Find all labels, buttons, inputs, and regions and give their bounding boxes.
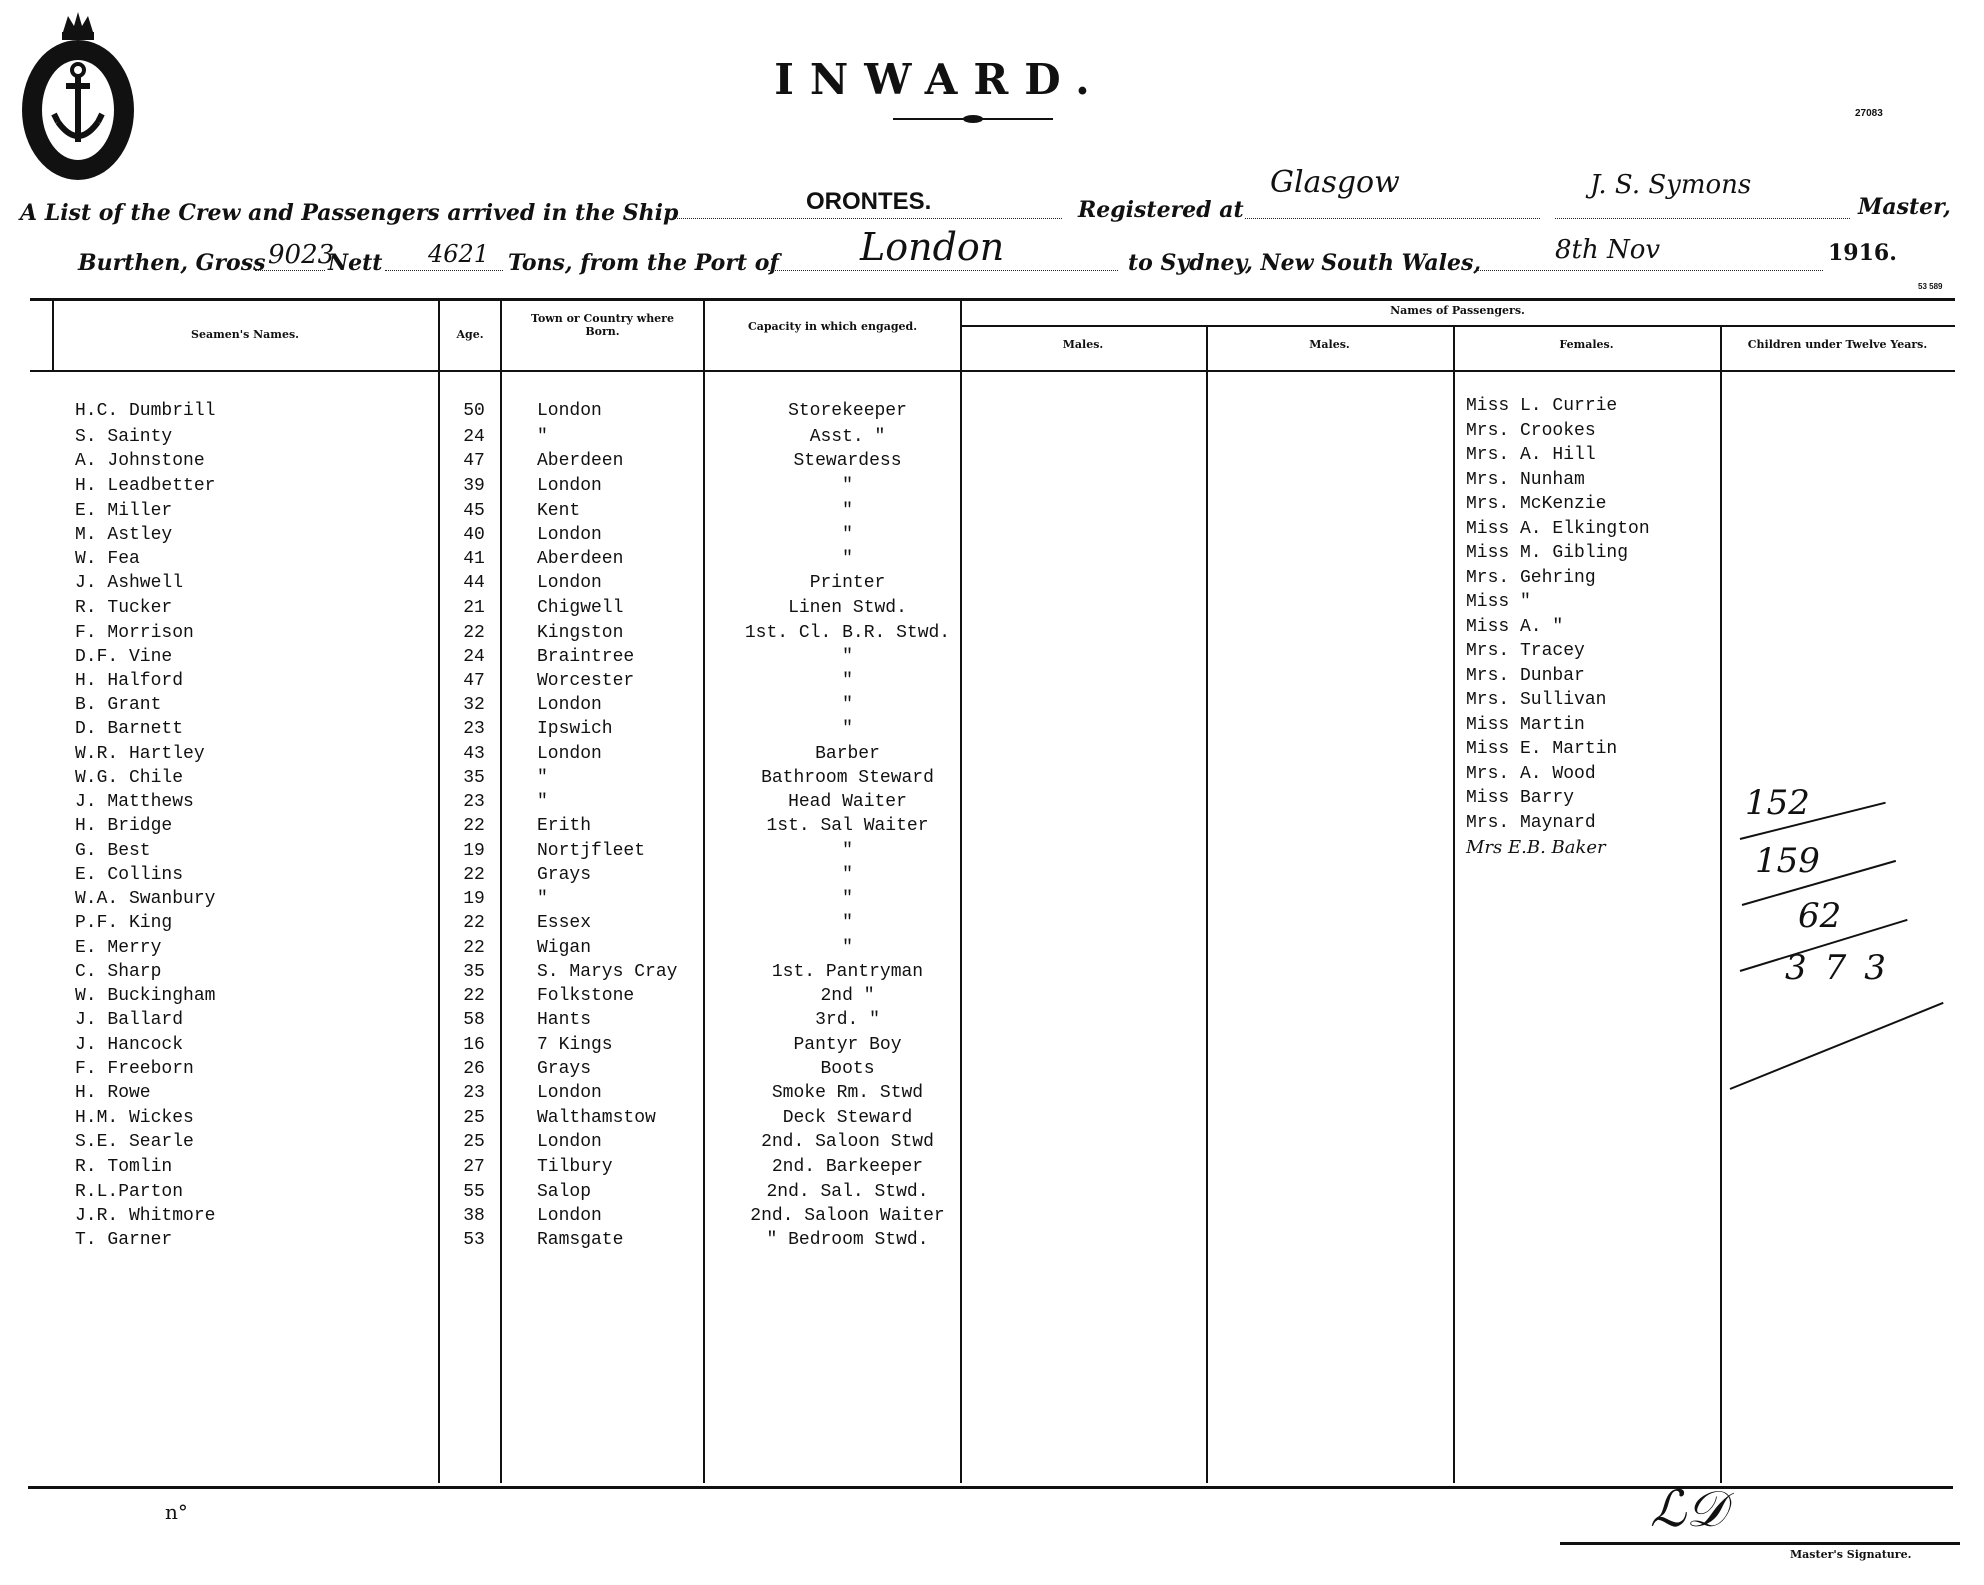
seaman-name: B. Grant: [75, 695, 162, 715]
port-fill: [768, 270, 1118, 271]
seaman-age: 24: [463, 427, 485, 447]
seaman-capacity: Linen Stwd.: [788, 598, 907, 618]
seaman-name: R.L.Parton: [75, 1182, 184, 1202]
female-passenger-name: Mrs E.B. Baker: [1466, 837, 1606, 858]
seaman-capacity: ": [842, 913, 853, 933]
nett-value: 4621: [428, 240, 490, 268]
ship-name: ORONTES.: [806, 188, 932, 215]
crew-passenger-table: [30, 298, 1955, 1483]
seaman-capacity: 2nd. Saloon Stwd: [761, 1132, 934, 1152]
seaman-name: J. Ashwell: [75, 573, 184, 593]
seaman-birthplace: Kent: [537, 501, 581, 521]
seaman-birthplace: Braintree: [537, 647, 635, 667]
col-age: Age.: [456, 328, 484, 341]
seaman-capacity: Storekeeper: [788, 401, 907, 421]
seaman-birthplace: Erith: [537, 816, 592, 836]
seaman-capacity: Head Waiter: [788, 792, 907, 812]
seaman-capacity: ": [842, 865, 853, 885]
seaman-age: 38: [463, 1206, 485, 1226]
female-passenger-name: Miss Barry: [1466, 788, 1575, 808]
seaman-capacity: Asst. ": [809, 427, 886, 447]
date-fill: [1478, 270, 1823, 271]
master-label: Master,: [1858, 194, 1951, 220]
tally-total: 373: [1785, 948, 1904, 988]
page-title: INWARD.: [774, 55, 1106, 104]
tally-line-3: 62: [1798, 896, 1842, 936]
seaman-birthplace: ": [537, 889, 548, 909]
seaman-capacity: ": [842, 476, 853, 496]
seaman-age: 32: [463, 695, 485, 715]
seaman-birthplace: ": [537, 768, 548, 788]
col-males-2: Males.: [1309, 338, 1350, 351]
seaman-name: T. Garner: [75, 1230, 173, 1250]
seaman-name: W. Fea: [75, 549, 140, 569]
ship-name-fill: [672, 218, 1062, 219]
seaman-birthplace: ": [537, 792, 548, 812]
seaman-birthplace: Grays: [537, 865, 592, 885]
seaman-name: J.R. Whitmore: [75, 1206, 216, 1226]
seaman-age: 35: [463, 962, 485, 982]
seaman-age: 22: [463, 865, 485, 885]
seaman-capacity: Barber: [815, 744, 880, 764]
seaman-name: H.M. Wickes: [75, 1108, 194, 1128]
seaman-capacity: ": [842, 938, 853, 958]
seaman-name: J. Matthews: [75, 792, 194, 812]
seaman-birthplace: Kingston: [537, 623, 624, 643]
seaman-age: 43: [463, 744, 485, 764]
seaman-name: R. Tucker: [75, 598, 173, 618]
seaman-name: E. Collins: [75, 865, 184, 885]
seaman-name: J. Ballard: [75, 1010, 184, 1030]
seaman-age: 45: [463, 501, 485, 521]
seaman-birthplace: London: [537, 1206, 602, 1226]
seaman-birthplace: Wigan: [537, 938, 592, 958]
seaman-capacity: ": [842, 671, 853, 691]
female-passenger-name: Mrs. Gehring: [1466, 567, 1596, 588]
seaman-age: 47: [463, 451, 485, 471]
seaman-name: J. Hancock: [75, 1035, 184, 1055]
female-passenger-name: Miss ": [1466, 592, 1531, 612]
seaman-capacity: 3rd. ": [815, 1010, 880, 1030]
seaman-capacity: ": [842, 525, 853, 545]
seaman-capacity: " Bedroom Stwd.: [766, 1230, 929, 1250]
seaman-birthplace: Grays: [537, 1059, 592, 1079]
master-signature: ℒ𝒟: [1650, 1480, 1726, 1538]
col-seamens-names: Seamen's Names.: [191, 328, 299, 341]
signature-line: [1560, 1542, 1960, 1545]
seaman-capacity: Boots: [820, 1059, 875, 1079]
seaman-name: A. Johnstone: [75, 451, 205, 471]
seaman-name: G. Best: [75, 841, 151, 861]
seaman-capacity: 2nd. Barkeeper: [771, 1157, 924, 1177]
seaman-name: S. Sainty: [75, 427, 173, 447]
signature-label: Master's Signature.: [1790, 1548, 1912, 1561]
female-passenger-name: Mrs. McKenzie: [1466, 494, 1607, 514]
corner-mark: n°: [165, 1500, 188, 1524]
seaman-birthplace: Worcester: [537, 671, 635, 691]
seaman-age: 27: [463, 1157, 485, 1177]
gross-fill: [255, 270, 325, 271]
master-name: J. S. Symons: [1590, 170, 1752, 200]
seaman-capacity: ": [842, 549, 853, 569]
seaman-birthplace: Hants: [537, 1010, 592, 1030]
form-code-2: 53 589: [1918, 282, 1943, 291]
seaman-name: H. Bridge: [75, 816, 173, 836]
female-passenger-name: Miss L. Currie: [1466, 396, 1618, 416]
seaman-capacity: ": [842, 647, 853, 667]
nett-fill: [385, 270, 503, 271]
seaman-name: D. Barnett: [75, 719, 184, 739]
seaman-birthplace: Essex: [537, 913, 592, 933]
seaman-capacity: Smoke Rm. Stwd: [771, 1083, 924, 1103]
seaman-age: 58: [463, 1010, 485, 1030]
arrival-year: 1916.: [1828, 240, 1897, 266]
seaman-name: S.E. Searle: [75, 1132, 194, 1152]
seaman-age: 19: [463, 889, 485, 909]
seaman-capacity: Deck Steward: [782, 1108, 913, 1128]
seaman-birthplace: London: [537, 695, 602, 715]
seaman-name: W.A. Swanbury: [75, 889, 216, 909]
seaman-age: 24: [463, 647, 485, 667]
seaman-age: 39: [463, 476, 485, 496]
seaman-capacity: 2nd ": [820, 986, 875, 1006]
gross-value: 9023: [268, 240, 335, 270]
burthen-label: Burthen, Gross: [78, 250, 266, 276]
seaman-name: M. Astley: [75, 525, 173, 545]
seaman-birthplace: Folkstone: [537, 986, 635, 1006]
seaman-age: 35: [463, 768, 485, 788]
seaman-name: P.F. King: [75, 913, 173, 933]
seaman-birthplace: London: [537, 525, 602, 545]
title-ornament: [893, 118, 1053, 120]
table-top-rule: [30, 298, 1955, 301]
seaman-capacity: ": [842, 695, 853, 715]
seaman-birthplace: ": [537, 427, 548, 447]
table-header-rule: [30, 370, 1955, 372]
seaman-name: R. Tomlin: [75, 1157, 173, 1177]
master-fill: [1555, 218, 1850, 219]
seaman-age: 26: [463, 1059, 485, 1079]
seaman-name: E. Merry: [75, 938, 162, 958]
seaman-age: 19: [463, 841, 485, 861]
female-passenger-name: Miss E. Martin: [1466, 739, 1618, 759]
seaman-age: 50: [463, 401, 485, 421]
col-males-1: Males.: [1062, 338, 1104, 351]
seaman-capacity: ": [842, 719, 853, 739]
registered-at-value: Glasgow: [1270, 165, 1400, 200]
anchor-seal-icon: [18, 10, 138, 180]
seaman-birthplace: Walthamstow: [537, 1108, 656, 1128]
form-code: 27083: [1855, 108, 1883, 119]
female-passenger-name: Miss Martin: [1466, 714, 1585, 735]
female-passenger-name: Mrs. A. Hill: [1466, 445, 1596, 465]
port-value: London: [860, 225, 1005, 269]
seaman-age: 41: [463, 549, 485, 569]
registered-fill: [1245, 218, 1540, 219]
passenger-subheader-rule: [960, 325, 1955, 327]
female-passenger-name: Miss A. Elkington: [1466, 518, 1650, 539]
seaman-birthplace: Chigwell: [537, 598, 624, 618]
seaman-name: H. Rowe: [75, 1083, 151, 1103]
female-passenger-name: Mrs. Crookes: [1466, 420, 1596, 441]
seaman-birthplace: London: [537, 1132, 602, 1152]
seaman-age: 22: [463, 986, 485, 1006]
seaman-capacity: ": [842, 889, 853, 909]
seaman-birthplace: Ramsgate: [537, 1230, 624, 1250]
seaman-capacity: Pantyr Boy: [793, 1035, 902, 1055]
seaman-capacity: Stewardess: [793, 451, 902, 471]
seaman-capacity: ": [842, 501, 853, 521]
seaman-name: W.G. Chile: [75, 768, 184, 788]
seaman-age: 23: [463, 719, 485, 739]
seaman-capacity: Printer: [809, 573, 886, 593]
seaman-age: 23: [463, 792, 485, 812]
port-label: Tons, from the Port of: [508, 250, 779, 276]
seaman-age: 40: [463, 525, 485, 545]
seaman-capacity: 1st. Cl. B.R. Stwd.: [744, 623, 951, 643]
seaman-age: 23: [463, 1083, 485, 1103]
seaman-name: C. Sharp: [75, 962, 162, 982]
col-females: Females.: [1559, 338, 1614, 351]
seaman-name: W.R. Hartley: [75, 744, 205, 764]
seaman-name: D.F. Vine: [75, 647, 173, 667]
female-passenger-name: Mrs. Sullivan: [1466, 690, 1607, 710]
seaman-age: 22: [463, 816, 485, 836]
seaman-age: 47: [463, 671, 485, 691]
seaman-birthplace: London: [537, 1083, 602, 1103]
tally-line-1: 152: [1745, 783, 1810, 823]
female-passenger-name: Mrs. A. Wood: [1466, 763, 1596, 784]
seaman-name: F. Freeborn: [75, 1059, 194, 1079]
seaman-age: 16: [463, 1035, 485, 1055]
seaman-birthplace: S. Marys Cray: [537, 962, 678, 982]
seaman-name: H. Halford: [75, 671, 184, 691]
seaman-capacity: ": [842, 841, 853, 861]
seaman-age: 25: [463, 1108, 485, 1128]
registered-label: Registered at: [1078, 197, 1244, 223]
nett-label: Nett: [328, 250, 383, 276]
seaman-birthplace: Ipswich: [537, 719, 613, 739]
female-passenger-name: Mrs. Maynard: [1466, 812, 1596, 833]
seaman-birthplace: London: [537, 744, 602, 764]
female-passenger-name: Mrs. Nunham: [1466, 469, 1585, 490]
seaman-birthplace: London: [537, 401, 602, 421]
seaman-name: W. Buckingham: [75, 986, 216, 1006]
seaman-age: 22: [463, 913, 485, 933]
crew-row: [30, 1230, 1955, 1260]
seaman-age: 53: [463, 1230, 485, 1250]
seaman-name: H.C. Dumbrill: [75, 401, 216, 421]
tally-line-2: 159: [1755, 841, 1820, 881]
female-passenger-name: Mrs. Dunbar: [1466, 665, 1585, 686]
seaman-birthplace: Salop: [537, 1182, 592, 1202]
seaman-birthplace: Aberdeen: [537, 549, 624, 569]
seaman-birthplace: Tilbury: [537, 1157, 613, 1177]
female-passenger-name: Miss A. ": [1466, 616, 1564, 637]
seaman-age: 44: [463, 573, 485, 593]
seaman-age: 22: [463, 938, 485, 958]
header-line1-label: A List of the Crew and Passengers arrived in the Ship: [20, 200, 679, 226]
col-town: Town or Country where Born.: [531, 312, 674, 338]
female-passenger-name: Miss M. Gibling: [1466, 543, 1629, 563]
seaman-name: F. Morrison: [75, 623, 194, 643]
seaman-birthplace: 7 Kings: [537, 1035, 613, 1055]
col-passengers: Names of Passengers.: [1390, 304, 1525, 317]
seaman-birthplace: London: [537, 476, 602, 496]
seaman-age: 22: [463, 623, 485, 643]
destination-label: to Sydney, New South Wales,: [1128, 250, 1482, 276]
seaman-capacity: 1st. Pantryman: [771, 962, 924, 982]
seaman-age: 21: [463, 598, 485, 618]
seaman-capacity: Bathroom Steward: [761, 768, 934, 788]
col-capacity: Capacity in which engaged.: [747, 320, 918, 333]
seaman-capacity: 2nd. Sal. Stwd.: [766, 1182, 929, 1202]
seaman-name: H. Leadbetter: [75, 476, 216, 496]
seaman-age: 25: [463, 1132, 485, 1152]
female-passenger-row: [30, 837, 1955, 867]
col-children: Children under Twelve Years.: [1747, 338, 1928, 351]
seaman-name: E. Miller: [75, 501, 173, 521]
seaman-capacity: 1st. Sal Waiter: [766, 816, 929, 836]
seaman-birthplace: Aberdeen: [537, 451, 624, 471]
seaman-birthplace: London: [537, 573, 602, 593]
seaman-birthplace: Nortjfleet: [537, 841, 646, 861]
seaman-capacity: 2nd. Saloon Waiter: [750, 1206, 945, 1226]
seaman-age: 55: [463, 1182, 485, 1202]
arrival-date: 8th Nov: [1555, 235, 1661, 265]
female-passenger-name: Mrs. Tracey: [1466, 641, 1585, 661]
